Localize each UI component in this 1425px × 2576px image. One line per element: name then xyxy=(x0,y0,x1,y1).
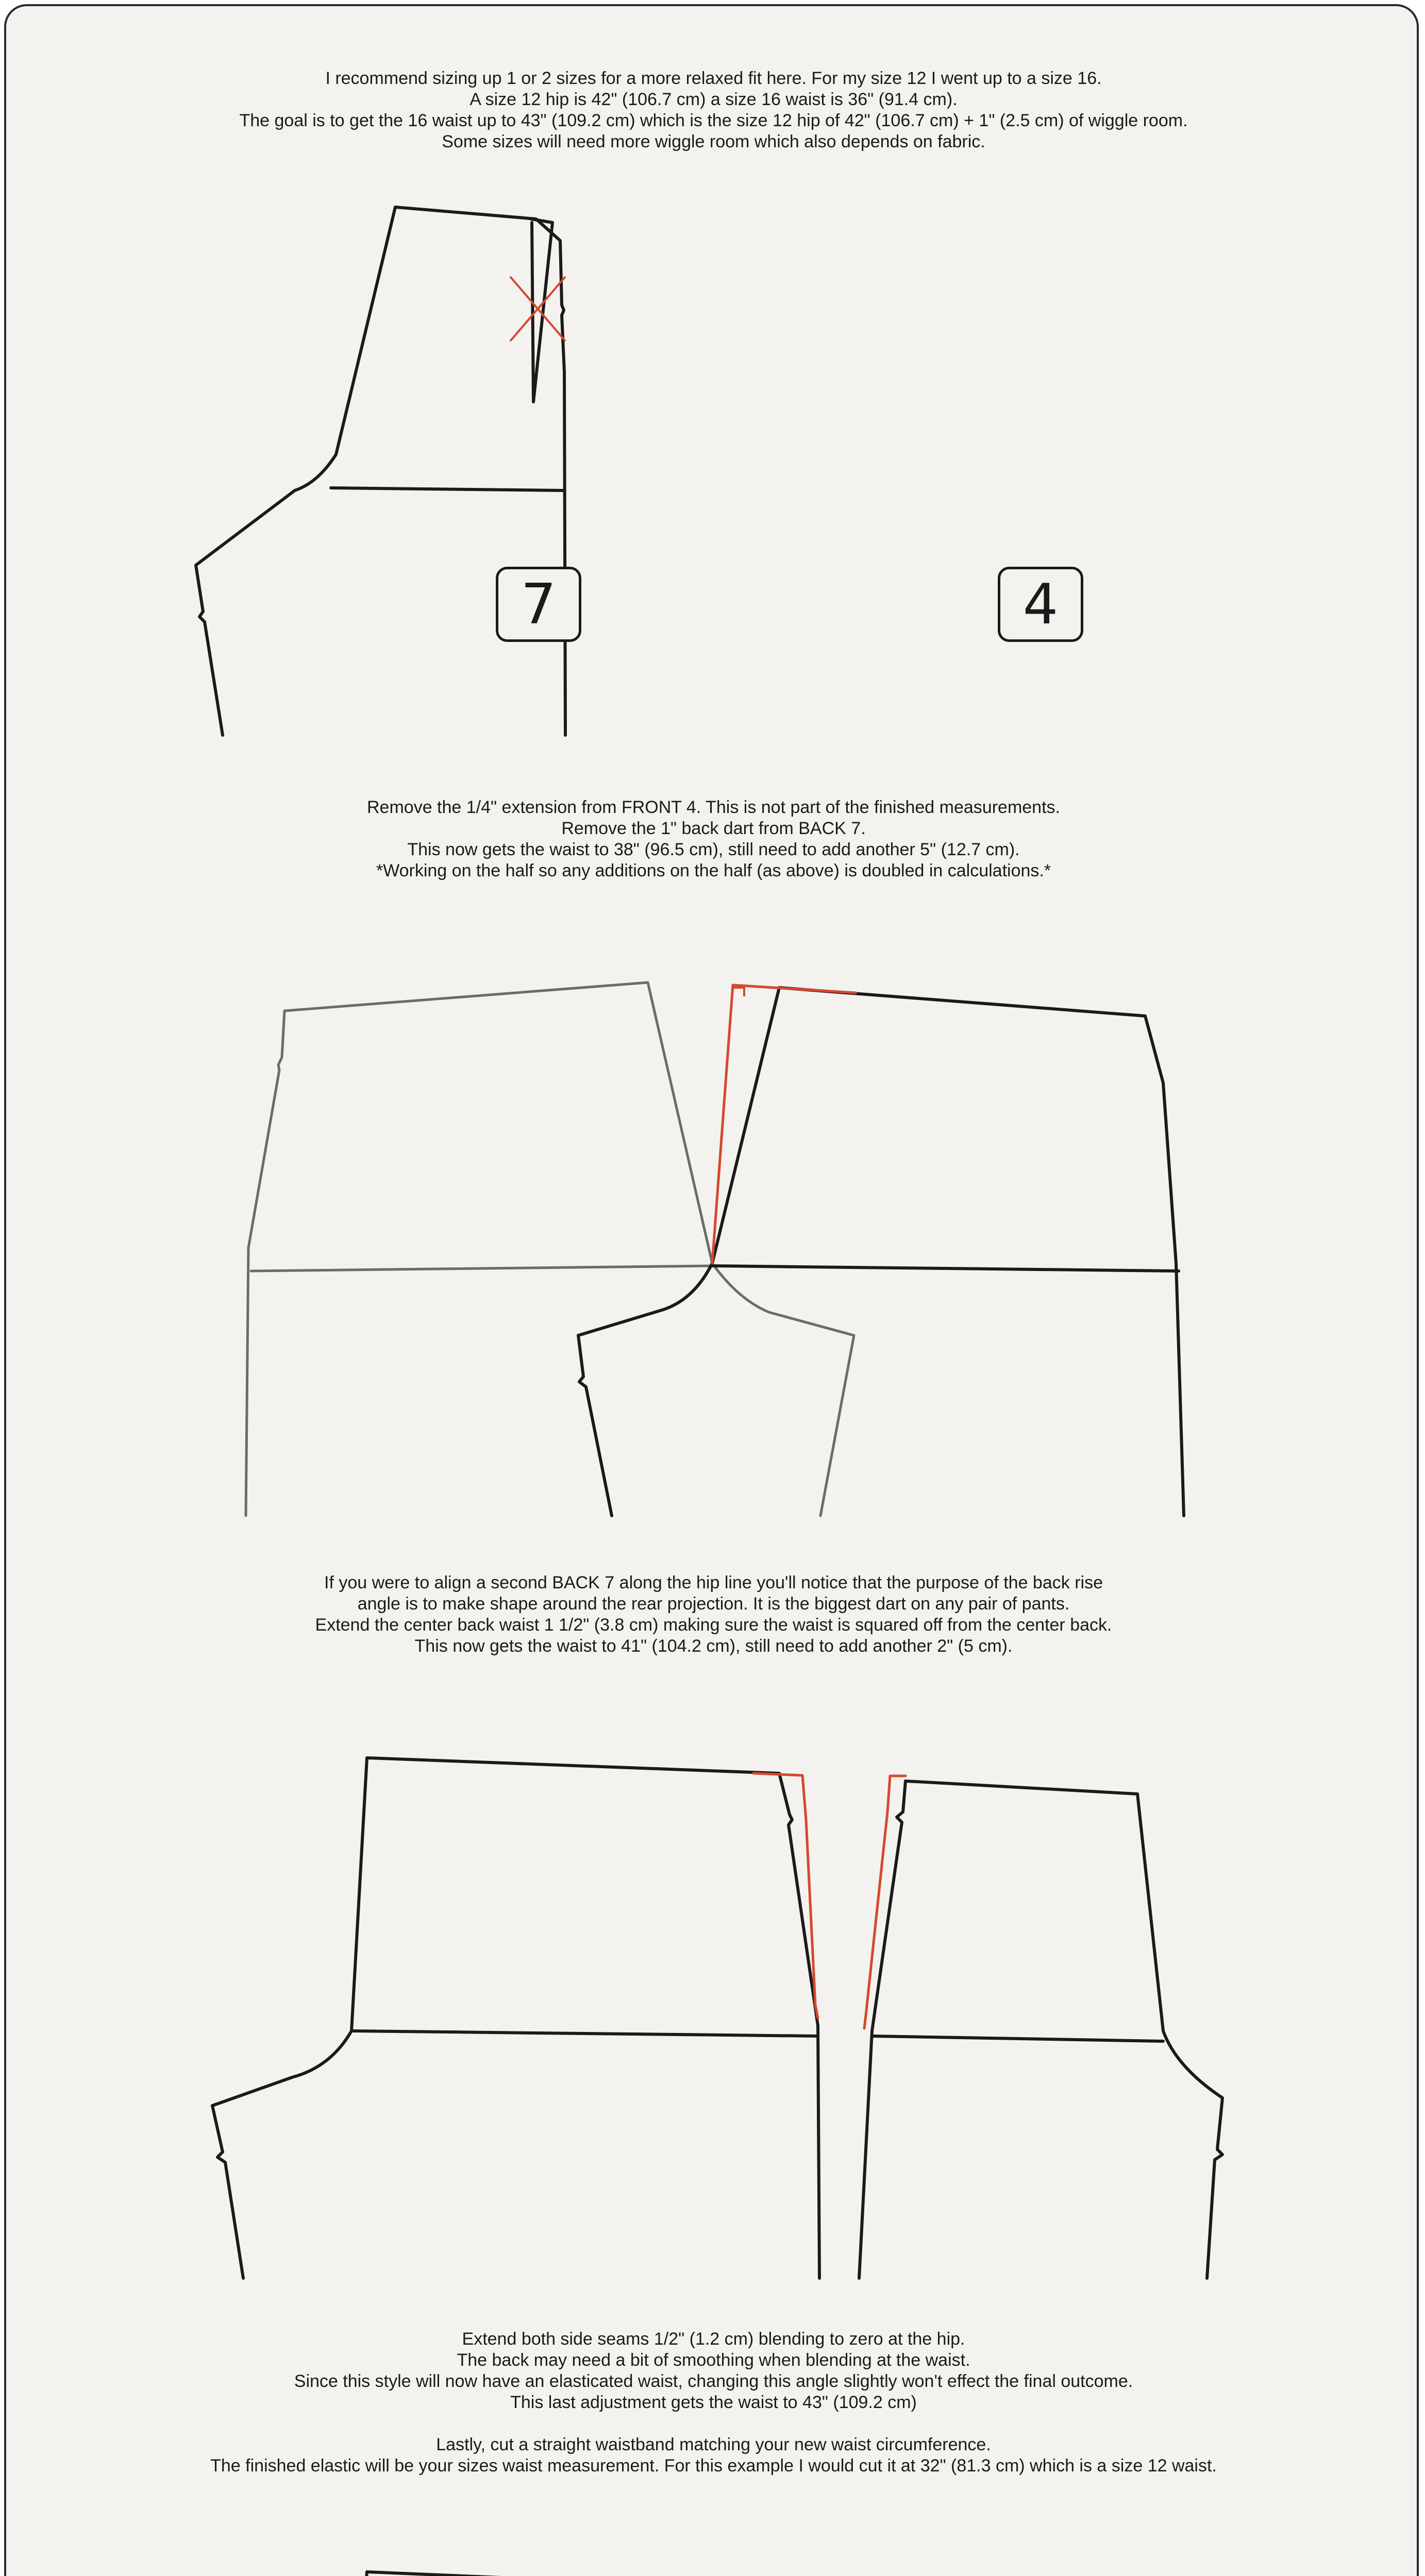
text-line: This now gets the waist to 38" (96.5 cm), still need to add another 5" (12.7 cm). xyxy=(407,840,1020,859)
text-line: Remove the 1" back dart from BACK 7. xyxy=(561,819,866,838)
text-line: The back may need a bit of smoothing when blending at the waist. xyxy=(457,2350,970,2370)
text-line: Lastly, cut a straight waistband matching your new waist circumference. xyxy=(436,2435,991,2454)
step-2-text xyxy=(6,1572,1419,1657)
step-3-text xyxy=(6,2329,1419,2477)
piece-number-badge: 7 xyxy=(496,567,581,642)
instruction-sheet xyxy=(4,4,1419,2576)
figure-lowered-saddle xyxy=(6,2556,1419,2576)
back-piece-extended xyxy=(212,1758,819,2278)
ghost-back-piece xyxy=(246,982,854,1516)
figure-original-pieces xyxy=(6,192,1419,748)
step-1-text xyxy=(6,797,1419,882)
text-line: Extend both side seams 1/2" (1.2 cm) blending to zero at the hip. xyxy=(462,2329,965,2349)
back-piece-saddle xyxy=(196,2572,818,2576)
text-line: Since this style will now have an elasticated waist, changing this angle slightly won't effect the final outcome. xyxy=(294,2371,1133,2391)
text-line: Some sizes will need more wiggle room which also depends on fabric. xyxy=(442,132,985,151)
text-line: The goal is to get the 16 waist up to 43" (109.2 cm) which is the size 12 hip of 42" (106.7 cm) + 1" (2.5 cm) of wiggle room. xyxy=(239,111,1188,130)
text-line: *Working on the half so any additions on the half (as above) is doubled in calculations.* xyxy=(376,861,1051,880)
text-line: The finished elastic will be your sizes waist measurement. For this example I would cut it at 32" (81.3 cm) which is a size 12 waist. xyxy=(210,2456,1217,2476)
text-line: Remove the 1/4" extension from FRONT 4. This is not part of the finished measurements. xyxy=(367,798,1060,817)
text-line: Extend the center back waist 1 1/2" (3.8 cm) making sure the waist is squared off from the center back. xyxy=(315,1615,1112,1635)
text-line: angle is to make shape around the rear projection. It is the biggest dart on any pair of pants. xyxy=(357,1594,1070,1614)
text-line: If you were to align a second BACK 7 along the hip line you'll notice that the purpose of the back rise xyxy=(324,1573,1103,1592)
back-7-piece xyxy=(196,207,565,735)
text-line: I recommend sizing up 1 or 2 sizes for a more relaxed fit here. For my size 12 I went up to a size 16. xyxy=(325,69,1102,88)
aligned-back-piece xyxy=(578,985,1184,1516)
text-line: This last adjustment gets the waist to 43" (109.2 cm) xyxy=(510,2393,917,2412)
figure-aligned-backs xyxy=(6,964,1419,1521)
text-line: This now gets the waist to 41" (104.2 cm), still need to add another 2" (5 cm). xyxy=(414,1636,1013,1656)
figure-extended-waist xyxy=(6,1737,1419,2294)
front-piece-extended xyxy=(859,1776,1222,2278)
intro-text xyxy=(6,68,1419,152)
text-line: A size 12 hip is 42" (106.7 cm) a size 16 waist is 36" (91.4 cm). xyxy=(470,90,958,109)
piece-number-badge: 4 xyxy=(998,567,1083,642)
